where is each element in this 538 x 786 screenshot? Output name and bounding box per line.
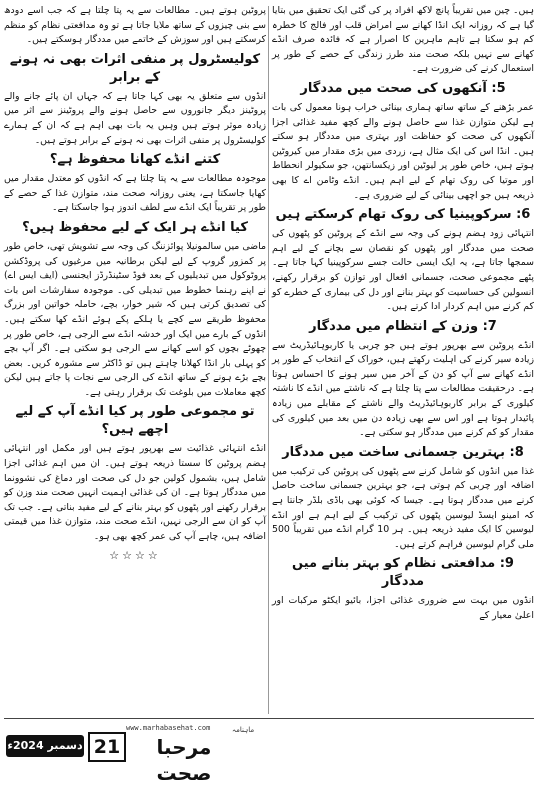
section-8-text: غذا میں انڈوں کو شامل کرنے سے پٹھوں کی پروٹین کی ترکیب میں اضافہ اور چربی کم ہوتی ہے، جو بہترین جسمانی ساخت حاصل کرنے میں مددگار ہوتا ہے۔ جیسا کہ کوئی بھی باڈی بلڈر جانتا ہے کہ امینو ایسڈ لیوسین پٹھوں کی ترکیب کے لیے اہم ہے اور انڈے لیوسین کا ایک مفید ذریعہ ہیں۔ ہر 10 گرام انڈے میں تقریباً 500 ملی گرام لیوسین فراہم کرتے ہیں۔ xyxy=(272,465,534,550)
right-intro-paragraph: ہیں۔ چین میں تقریباً پانچ لاکھ افراد پر کی گئی ایک تحقیق میں بتایا گیا ہے کہ روزانہ ایک انڈا کھانے سے امراض قلب اور فالج کا خطرہ کم ہو سکتا ہے تاہم ماہرین کا اصرار ہے کہ فائدہ صرف انڈے کھانے سے نہیں بلکہ صحت مند طرز زندگی کے حصے کے طور پر استعمال کرنے کی ضرورت ہے۔ xyxy=(272,5,534,75)
section-7-text: انڈے پروٹین سے بھرپور ہوتے ہیں جو چربی یا کاربوہائیڈریٹ سے زیادہ سیر کرنے کی اہلیت رکھتے ہیں، خوراک کے انتخاب کے طور پر انڈے کھانے سے آپ کو دن کے آخر میں سیر ہونے کا احساس ہوتا ہے۔ درحقیقت مطالعات سے پتا چلتا ہے کہ ناشتے میں انڈے کا ناشتہ کیلوری کے برابر کاربوہائیڈریٹ والے ناشتے کے مقابلے میں زیادہ پائیدار ہوتا ہے اور اس سے بھی زیادہ دن میں بعد میں کیلوری کی مقدار کو کم کرنے میں مددگار ہو سکتی ہے۔ xyxy=(272,339,534,439)
section-7-heading: 7: وزن کے انتظام میں مددگار xyxy=(309,318,497,334)
section-5-heading: 5: آنکھوں کی صحت میں مددگار xyxy=(300,80,506,96)
cholesterol-text: انڈوں سے متعلق یہ بھی کہا جاتا ہے کہ جہاں ان پائے جانے والے پروٹینز دیگر جانوروں سے حاصل ہونے والے پروٹینز سے اثر میں زیادہ موثر ہوتے ہیں وہیں یہ بات بھی اہم ہے کہ ان کے ہمارے کولیسٹرول پر منفی اثرات بھی نہ ہونے کے برابر ہوتے ہیں۔ xyxy=(4,90,266,146)
page-footer xyxy=(0,718,538,785)
right-column xyxy=(272,4,534,626)
column-divider xyxy=(268,6,269,714)
egg-safety-heading: کیا انڈے ہر ایک کے لیے محفوظ ہیں؟ xyxy=(22,219,248,235)
section-5-text: عمر بڑھنے کے ساتھ ساتھ ہماری بینائی خراب ہونا معمول کی بات ہے لیکن متوازن غذا سے حاصل ہونے والے کچھ مفید غذائی اجزا آنکھوں کی صحت کو حفاظت اور بہتری میں مددگار ہو سکتے ہیں۔ انڈا اس کی ایک مثال ہے، زردی میں بڑی مقدار میں کیروٹین ہوتے ہیں، خاص طور پر لیوٹین اور زیکسانتھن، جو سکیولر انحطاط اور موتیا کی روک تھام کے لیے اہم ہیں۔ انڈے وٹامن اے کا بھی ذریعہ ہیں جو اچھی بینائی کے لیے ضروری ہے۔ xyxy=(272,101,534,201)
section-9-text: انڈوں میں بہت سے ضروری غذائی اجزا، بائیو ایکٹو مرکبات اور اعلیٰ معیار کے xyxy=(272,595,534,621)
how-many-eggs-text: موجودہ مطالعات سے یہ پتا چلتا ہے کہ انڈوں کو معتدل مقدار میں کھایا جاسکتا ہے، یعنی روزانہ صحت مند، متوازن غذا کے حصے کے طور پر تقریباً ایک انڈے سے لطف اندوز ہوا جاسکتا ہے۔ xyxy=(4,173,266,214)
magazine-label: ماہنامہ xyxy=(232,726,255,734)
website-url[interactable]: www.marhabasehat.com xyxy=(126,724,211,732)
magazine-logo: مرحبا صحت xyxy=(156,735,212,785)
section-9-heading: 9: مدافعتی نظام کو بہتر بنانے میں مددگار xyxy=(292,556,514,590)
conclusion-text: انڈے انتہائی غذائیت سے بھرپور ہوتے ہیں اور مکمل اور انتہائی ہضم پروٹین کا سستا ذریعہ ہوتے ہیں۔ ان میں اہم غذائی اجزا شامل ہیں، بشمول کولین جو دل کی صحت اور دماغ کی نشوونما میں مددگار ہوتا ہے۔ ان کی غذائی اہمیت انہیں صحت مند وزن کو برقرار رکھنے اور پٹھوں کو بہتر بنانے کے لیے مفید بناتی ہے۔ جب تک آپ کو ان سے الرجی نہیں، انڈے صحت مند، متوازن غذا میں قیمتی اضافہ ہیں، چاہے آپ کی عمر کچھ بھی ہو۔ xyxy=(4,443,266,543)
cholesterol-heading: کولیسٹرول پر منفی اثرات بھی نہ ہونے کے برابر xyxy=(9,51,261,85)
page-number: 21 xyxy=(88,732,126,762)
how-many-eggs-heading: کتنے انڈے کھانا محفوظ ہے؟ xyxy=(49,152,221,168)
egg-safety-text: ماضی میں سالمونیلا پوائزننگ کی وجہ سے تشویش تھی، خاص طور پر کمزور گروپ کے لیے لیکن برطانیہ میں مرغیوں کی پروڈکشن پروٹوکول میں تبدیلیوں کے بعد فوڈ سٹینڈرڈز ایجنسی (ایف ایس اے) نے اپنے رہنما خطوط میں تبدیلی کی۔ موجودہ سفارشات اس بات کی تصدیق کرتی ہیں کہ شیر خوار، بچے، حاملہ خواتین اور بزرگ محفوظ طریقے سے کچے یا ہلکے پکے ہوئے انڈے کھا سکتے ہیں۔ انڈوں کے بارے میں ایک اور خدشہ انڈے سے الرجی ہے، خاص طور پر چھوٹے بچوں کو اسے کھانے سے الرجی ہو سکتی ہے۔ اگر آپ بچے کو پہلی بار انڈا کھلانا چاہتے ہیں تو ڈاکٹر سے مشورہ کریں۔ بعض بچے بڑے ہونے کے ساتھ انڈے کی الرجی سے نجات پا جاتے ہیں لیکن کچھ معاملات میں بلوغت تک برقرار رہتی ہے۔ xyxy=(4,240,266,398)
section-8-heading: 8: بہترین جسمانی ساخت میں مددگار xyxy=(282,444,524,460)
conclusion-heading: تو مجموعی طور پر کیا انڈے آپ کے لیے اچھے ہیں؟ xyxy=(15,404,255,438)
left-intro-paragraph: پروٹین ہوتے ہیں۔ مطالعات سے یہ پتا چلتا ہے کہ جب اسے دودھ سے بنی چیزوں کے ساتھ ملایا جاتا ہے تو وہ مدافعتی نظام کو منظم کرسکتے ہیں اور سوزش کے خاتمے میں مددگار ہوسکتے ہیں۔ xyxy=(4,5,266,46)
issue-date: دسمبر 2024ء xyxy=(6,735,84,757)
left-column xyxy=(4,4,266,562)
section-6-text: انتہائی زود ہضم ہونے کی وجہ سے انڈے کے پروٹین کو پٹھوں کی صحت میں مددگار اور پٹھوں کو نقصان سے بچانے کے لیے اہم سمجھا جاتا ہے، یہ ایک ایسی حالت جسے سرکوپینیا کہا جاتا ہے۔ پٹھے مجموعی صحت، جسمانی افعال اور توازن کو برقرار رکھنے، انسولین کی حساسیت کو بہتر بنانے اور دل کی بیماری کے خطرے کو کم کرنے میں اہم کردار ادا کرتے ہیں۔ xyxy=(272,228,534,313)
end-stars: ☆☆☆☆ xyxy=(109,548,161,562)
footer-rule xyxy=(4,718,534,719)
section-6-heading: 6: سرکوپینیا کی روک تھام کرسکتے ہیں xyxy=(275,207,531,223)
